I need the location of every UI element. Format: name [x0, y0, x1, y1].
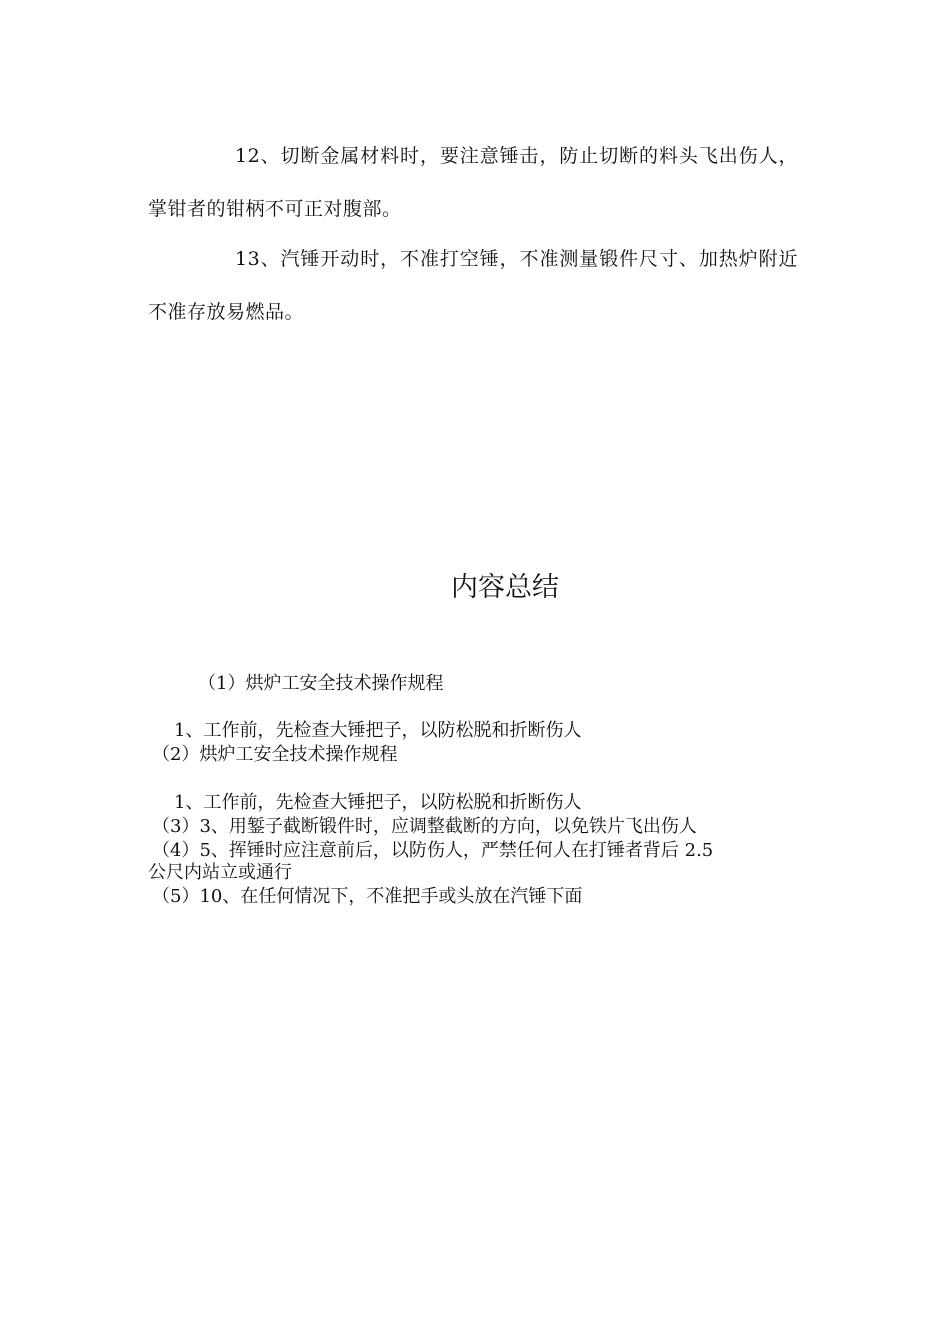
summary-line: 1、工作前，先检查大锤把子，以防松脱和折断伤人 — [174, 720, 582, 741]
summary-line: （5）10、在任何情况下，不准把手或头放在汽锤下面 — [152, 886, 583, 907]
body-paragraph-12: 12、切断金属材料时，要注意锤击，防止切断的料头飞出伤人，掌钳者的钳柄不可正对腹部。 — [148, 145, 798, 220]
body-paragraph-13: 13、汽锤开动时，不准打空锤，不准测量锻件尺寸、加热炉附近不准存放易燃品。 — [148, 248, 798, 323]
summary-line: 公尺内站立或通行 — [148, 862, 292, 883]
summary-line: （4）5、挥锤时应注意前后，以防伤人，严禁任何人在打锤者背后 2.5 — [152, 840, 714, 861]
summary-line: （1）烘炉工安全技术操作规程 — [198, 673, 444, 694]
summary-title: 内容总结 — [451, 572, 559, 603]
summary-line: （3）3、用錾子截断锻件时，应调整截断的方向，以免铁片飞出伤人 — [152, 816, 697, 837]
summary-line: （2）烘炉工安全技术操作规程 — [152, 744, 398, 765]
summary-line: 1、工作前，先检查大锤把子，以防松脱和折断伤人 — [174, 792, 582, 813]
